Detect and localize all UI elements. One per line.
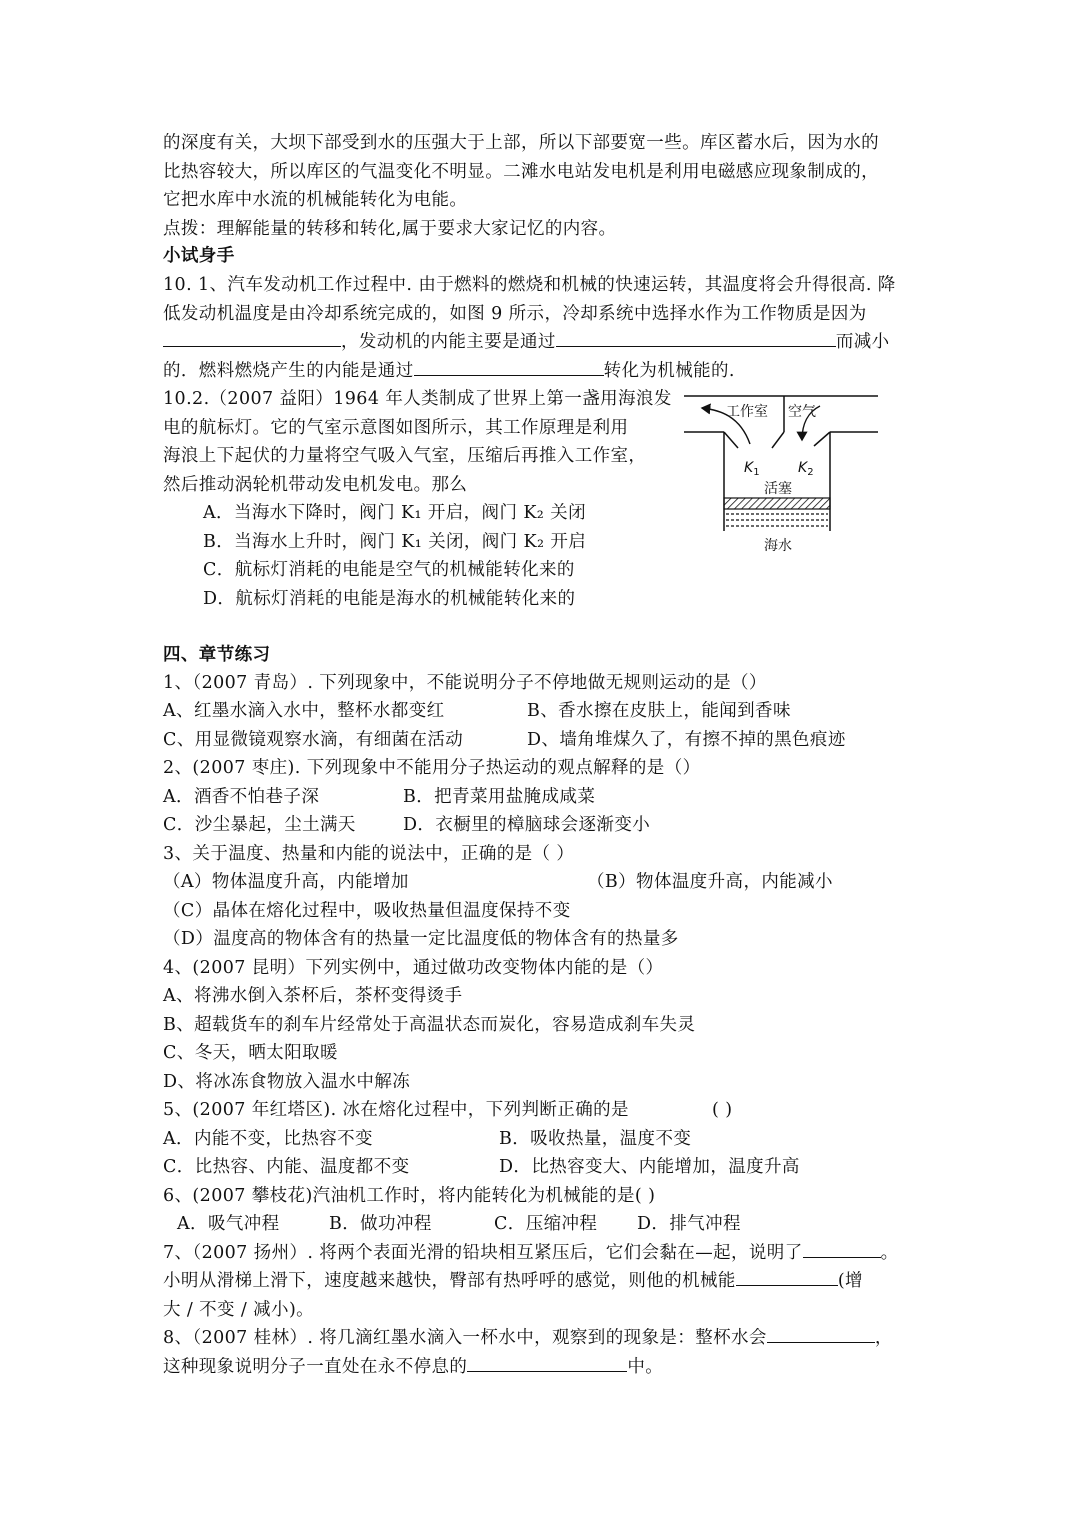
chapter-q6-stem: 6、(2007 攀枝花)汽油机工作时，将内能转化为机械能的是( ) [163, 1186, 656, 1206]
answer-blank[interactable] [163, 328, 341, 347]
air-chamber-diagram [680, 386, 885, 556]
intro-hint: 点拨：理解能量的转移和转化,属于要求大家记忆的内容。 [163, 219, 617, 239]
chapter-q4-stem: 4、(2007 昆明）下列实例中，通过做功改变物体内能的是（） [163, 958, 664, 978]
practice-q1-line-4 [163, 357, 735, 385]
chapter-q2-option-b: B．把青菜用盐腌成咸菜 [403, 787, 596, 807]
chapter-q7-line-2 [163, 1267, 863, 1295]
chapter-q6-option-d: D．排气冲程 [637, 1214, 741, 1234]
intro-line-1: 的深度有关，大坝下部受到水的压强大于上部，所以下部要宽一些。库区蓄水后，因为水的 [163, 133, 879, 153]
chapter-q1-option-d: D、墙角堆煤久了，有擦不掉的黑色痕迹 [527, 730, 846, 750]
answer-blank[interactable] [803, 1239, 881, 1258]
chapter-q8-line-2 [163, 1353, 663, 1381]
practice-q2-option-c: C．航标灯消耗的电能是空气的机械能转化来的 [203, 560, 575, 580]
chapter-q8-line-1 [163, 1324, 893, 1352]
practice-q2-option-d: D．航标灯消耗的电能是海水的机械能转化来的 [203, 589, 576, 609]
answer-blank[interactable] [736, 1267, 838, 1286]
answer-blank[interactable] [414, 357, 604, 376]
label-piston: 活塞 [764, 481, 792, 497]
practice-q2-line-1: 10.2.（2007 益阳）1964 年人类制成了世界上第一盏用海浪发 [163, 389, 672, 409]
chapter-q3-option-d: （D）温度高的物体含有的热量一定比温度低的物体含有的热量多 [163, 929, 679, 949]
chapter-q5-option-c: C．比热容、内能、温度都不变 [163, 1157, 410, 1177]
q7-text-d: (增 [837, 1271, 863, 1291]
q1-text-b: 而减小 [835, 332, 890, 352]
label-air: 空气 [788, 404, 816, 420]
chapter-q7-line-1 [163, 1239, 899, 1267]
chapter-q4-option-c: C、冬天，晒太阳取暖 [163, 1043, 338, 1063]
chapter-q3-option-a: （A）物体温度升高，内能增加 [163, 872, 409, 892]
chapter-q3-option-b: （B）物体温度升高，内能减小 [587, 872, 833, 892]
practice-q2-line-4: 然后推动涡轮机带动发电机发电。那么 [163, 475, 468, 495]
piston [724, 498, 830, 509]
practice-q1-line-2: 低发动机温度是由冷却系统完成的，如图 9 所示，冷却系统中选择水作为工作物质是因为 [163, 304, 867, 324]
q8-text-b: ， [874, 1328, 893, 1348]
q1-text-d: 转化为机械能的. [603, 361, 735, 381]
answer-blank[interactable] [556, 328, 836, 347]
q1-option-a: A、红墨水滴入水中，整杯水都变红 [163, 701, 445, 721]
valve-k1 [724, 432, 738, 448]
chapter-q6-option-a: A．吸气冲程 [177, 1214, 280, 1234]
chapter-q3-stem: 3、关于温度、热量和内能的说法中，正确的是（ ） [163, 844, 575, 864]
practice-q2-option-a: A．当海水下降时，阀门 K₁ 开启，阀门 K₂ 关闭 [203, 503, 586, 523]
chapter-q1-options-ab [163, 697, 445, 725]
chapter-q5-option-a: A．内能不变，比热容不变 [163, 1129, 373, 1149]
chapter-q5-stem: 5、(2007 年红塔区). 冰在熔化过程中，下列判断正确的是 [163, 1100, 629, 1120]
chapter-q5-option-d: D．比热容变大、内能增加，温度升高 [499, 1157, 800, 1177]
chapter-q2-option-a: A．酒香不怕巷子深 [163, 787, 320, 807]
q8-text-d: 中。 [627, 1357, 664, 1377]
chapter-q6-option-b: B．做功冲程 [329, 1214, 432, 1234]
chapter-q2-stem: 2、(2007 枣庄). 下列现象中不能用分子热运动的观点解释的是（） [163, 758, 701, 778]
practice-q2-line-3: 海浪上下起伏的力量将空气吸入气室，压缩后再推入工作室， [163, 446, 647, 466]
chapter-q2-option-d: D．衣橱里的樟脑球会逐渐变小 [403, 815, 651, 835]
answer-blank[interactable] [767, 1324, 875, 1343]
chapter-q1-option-c: C、用显微镜观察水滴，有细菌在活动 [163, 730, 464, 750]
q8-text-c: 这种现象说明分子一直处在永不停息的 [163, 1357, 468, 1377]
chapter-q1-stem: 1、（2007 青岛）. 下列现象中，不能说明分子不停地做无规则运动的是（） [163, 673, 767, 693]
practice-q2-option-b: B．当海水上升时，阀门 K₁ 关闭，阀门 K₂ 开启 [203, 532, 587, 552]
label-k2: $K_2$ [798, 460, 814, 478]
label-k1: $K_1$ [744, 460, 760, 478]
chapter-q4-option-d: D、将冰冻食物放入温水中解冻 [163, 1072, 411, 1092]
chapter-q1-option-b: B、香水擦在皮肤上，能闻到香味 [527, 701, 791, 721]
practice-q1-line-3 [163, 328, 890, 356]
chapter-q2-option-c: C．沙尘暴起，尘土满天 [163, 815, 356, 835]
label-sea-water: 海水 [764, 538, 792, 554]
q1-text-c: 的．燃料燃烧产生的内能是通过 [163, 361, 414, 381]
chapter-q4-option-b: B、超载货车的刹车片经常处于高温状态而炭化，容易造成刹车失灵 [163, 1015, 696, 1035]
chapter-q6-option-c: C．压缩冲程 [494, 1214, 598, 1234]
practice-q1-line-1: 10. 1、汽车发动机工作过程中. 由于燃料的燃烧和机械的快速运转，其温度将会升得很高. 降 [163, 275, 896, 295]
intro-line-2: 比热容较大，所以库区的气温变化不明显。二滩水电站发电机是利用电磁感应现象制成的， [163, 162, 879, 182]
intro-line-3: 它把水库中水流的机械能转化为电能。 [163, 190, 468, 210]
answer-blank[interactable] [467, 1353, 627, 1372]
q7-text-c: 小明从滑梯上滑下，速度越来越快，臀部有热呼呼的感觉，则他的机械能 [163, 1271, 736, 1291]
chapter-heading: 四、章节练习 [163, 645, 271, 665]
practice-heading: 小试身手 [163, 246, 235, 266]
practice-q2-line-2: 电的航标灯。它的气室示意图如图所示，其工作原理是利用 [163, 418, 629, 438]
q1-text-a: ，发动机的内能主要是通过 [341, 332, 556, 352]
q7-text-a: 7、（2007 扬州）. 将两个表面光滑的铅块相互紧压后，它们会黏在—起，说明了 [163, 1243, 803, 1263]
chapter-q7-line-3: 大 / 不变 / 减小)。 [163, 1300, 315, 1320]
valve-k1-edge [772, 432, 784, 448]
chapter-q5-option-b: B．吸收热量，温度不变 [499, 1129, 692, 1149]
chapter-q5-answer-paren: ( ) [712, 1100, 733, 1120]
label-work-room: 工作室 [726, 404, 768, 420]
valve-k2 [814, 432, 830, 446]
q7-text-b: 。 [880, 1243, 899, 1263]
q8-text-a: 8、（2007 桂林）. 将几滴红墨水滴入一杯水中，观察到的现象是：整杯水会 [163, 1328, 767, 1348]
chapter-q3-option-c: （C）晶体在熔化过程中，吸收热量但温度保持不变 [163, 901, 571, 921]
chapter-q4-option-a: A、将沸水倒入茶杯后，茶杯变得烫手 [163, 986, 463, 1006]
